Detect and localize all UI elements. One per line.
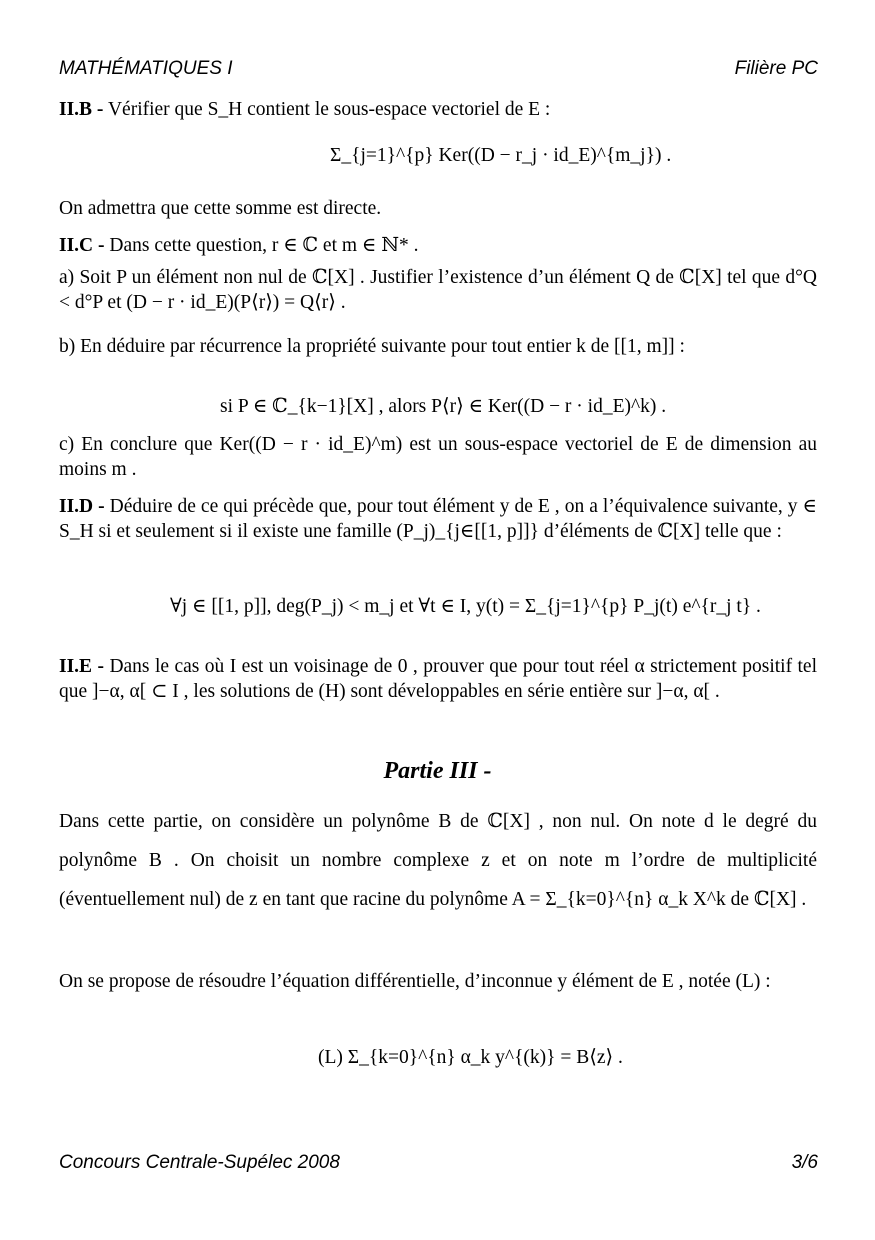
equation-IIB: Σ_{j=1}^{p} Ker((D − r_j · id_E)^{m_j}) .	[330, 145, 672, 166]
section-label: II.E -	[59, 656, 104, 677]
question-b: b) En déduire par récurrence la propriété suivante pour tout entier k de [[1, m]] :	[59, 336, 685, 357]
section-IIE	[59, 654, 817, 704]
section-text: Dans le cas où I est un voisinage de 0 , prouver que pour tout réel α strictement positif tel que ]−α, α[ ⊂ I , les solutions de (H) sont développables en série entière sur ]−α, α[ .	[59, 656, 817, 702]
section-IIC	[59, 233, 817, 258]
section-text: Vérifier que S_H contient le sous-espace vectoriel de E :	[107, 99, 551, 120]
section-text: Dans cette question, r ∈ ℂ et m ∈ ℕ* .	[109, 235, 419, 256]
part3-paragraph-2: On se propose de résoudre l’équation différentielle, d’inconnue y élément de E , notée (L) :	[59, 971, 771, 992]
question-c: c) En conclure que Ker((D − r · id_E)^m) est un sous-espace vectoriel de E de dimension au moins m .	[59, 434, 817, 480]
part3-paragraph-1: Dans cette partie, on considère un polynôme B de ℂ[X] , non nul. On note d le degré du polynôme B . On choisit un nombre complexe z et on note m l’ordre de multiplicité (éventuellement nul) de z en tant que racine du polynôme A = Σ_{k=0}^{n} α_k X^k de ℂ[X] .	[59, 811, 817, 910]
note-IIB: On admettra que cette somme est directe.	[59, 198, 382, 219]
part-title: Partie III -	[383, 758, 492, 784]
section-IIB	[59, 97, 817, 122]
equation-L: (L) Σ_{k=0}^{n} α_k y^{(k)} = B⟨z⟩ .	[318, 1047, 623, 1068]
section-label: II.C -	[59, 235, 105, 256]
section-label: II.D -	[59, 496, 105, 517]
footer-left: Concours Centrale-Supélec 2008	[59, 1152, 340, 1173]
equation-IID: ∀j ∈ [[1, p]], deg(P_j) < m_j et ∀t ∈ I, y(t) = Σ_{j=1}^{p} P_j(t) e^{r_j t} .	[170, 596, 761, 617]
equation-b: si P ∈ ℂ_{k−1}[X] , alors P⟨r⟩ ∈ Ker((D − r · id_E)^k) .	[220, 396, 667, 417]
header-right: Filière PC	[734, 58, 818, 79]
section-IID	[59, 494, 817, 544]
section-label: II.B -	[59, 99, 104, 120]
section-text: Déduire de ce qui précède que, pour tout élément y de E , on a l’équivalence suivante, y ∈ S_H si et seulement si il existe une famille (P_j)_{j∈[[1, p]]} d’éléments de ℂ[X] telle que :	[59, 496, 817, 542]
header-left: MATHÉMATIQUES I	[59, 58, 233, 79]
question-a: a) Soit P un élément non nul de ℂ[X] . Justifier l’existence d’un élément Q de ℂ[X] tel que d°Q < d°P et (D − r · id_E)(P⟨r⟩) = Q⟨r⟩ .	[59, 267, 817, 313]
footer-right: 3/6	[791, 1152, 818, 1173]
